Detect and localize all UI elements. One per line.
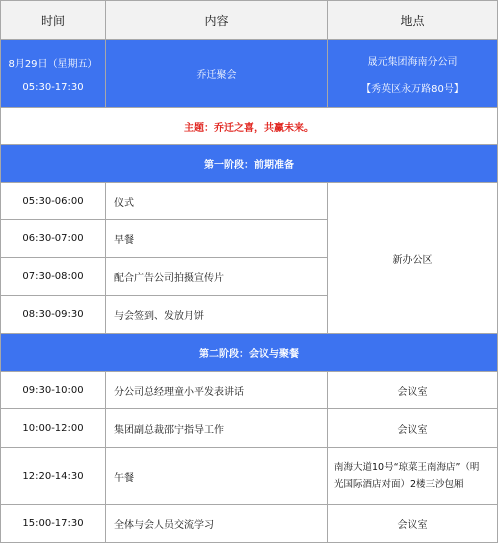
stage1-title: 第一阶段：前期准备 — [0, 144, 498, 183]
stage1-location: 新办公区 — [327, 182, 498, 334]
stage1-row2-time: 06:30-07:00 — [0, 219, 106, 258]
event-location-line2: 【秀英区永万路80号】 — [361, 83, 464, 95]
stage2-row1-time: 09:30-10:00 — [0, 371, 106, 409]
event-location-line1: 晟元集团海南分公司 — [367, 56, 458, 68]
stage2-title: 第二阶段：会议与聚餐 — [0, 333, 498, 372]
stage1-row4-time: 08:30-09:30 — [0, 295, 106, 334]
stage2-row4-content: 全体与会人员交流学习 — [105, 504, 328, 543]
stage2-row3-location-line2: 光国际酒店对面）2楼三沙包厢 — [334, 479, 464, 490]
stage2-row3-location — [327, 447, 498, 505]
stage2-row3-content: 午餐 — [105, 447, 328, 505]
stage2-row1-content: 分公司总经理童小平发表讲话 — [105, 371, 328, 409]
stage1-row1-time: 05:30-06:00 — [0, 182, 106, 220]
event-date: 8月29日（星期五） — [8, 58, 98, 70]
stage2-row2-time: 10:00-12:00 — [0, 408, 106, 448]
stage2-row3-location-line1: 南海大道10号“琼菜王南海店”（明 — [334, 462, 480, 473]
event-time: 05:30-17:30 — [22, 81, 84, 93]
stage1-row2-content: 早餐 — [105, 219, 328, 258]
stage2-row1-location: 会议室 — [327, 371, 498, 409]
stage1-row4-content: 与会签到、发放月饼 — [105, 295, 328, 334]
stage2-row2-location: 会议室 — [327, 408, 498, 448]
stage1-row3-content: 配合广告公司拍摄宣传片 — [105, 257, 328, 296]
header-time: 时间 — [0, 0, 106, 40]
stage2-row2-content: 集团副总裁邵宁指导工作 — [105, 408, 328, 448]
stage2-row4-time: 15:00-17:30 — [0, 504, 106, 543]
stage2-row4-location: 会议室 — [327, 504, 498, 543]
stage1-row3-time: 07:30-08:00 — [0, 257, 106, 296]
header-location: 地点 — [327, 0, 498, 40]
event-content: 乔迁聚会 — [105, 39, 328, 108]
stage1-row1-content: 仪式 — [105, 182, 328, 220]
theme-row: 主题：乔迁之喜，共赢未来。 — [0, 107, 498, 145]
event-location — [327, 39, 498, 108]
stage2-row3-time: 12:20-14:30 — [0, 447, 106, 505]
header-content: 内容 — [105, 0, 328, 40]
event-datetime — [0, 39, 106, 108]
